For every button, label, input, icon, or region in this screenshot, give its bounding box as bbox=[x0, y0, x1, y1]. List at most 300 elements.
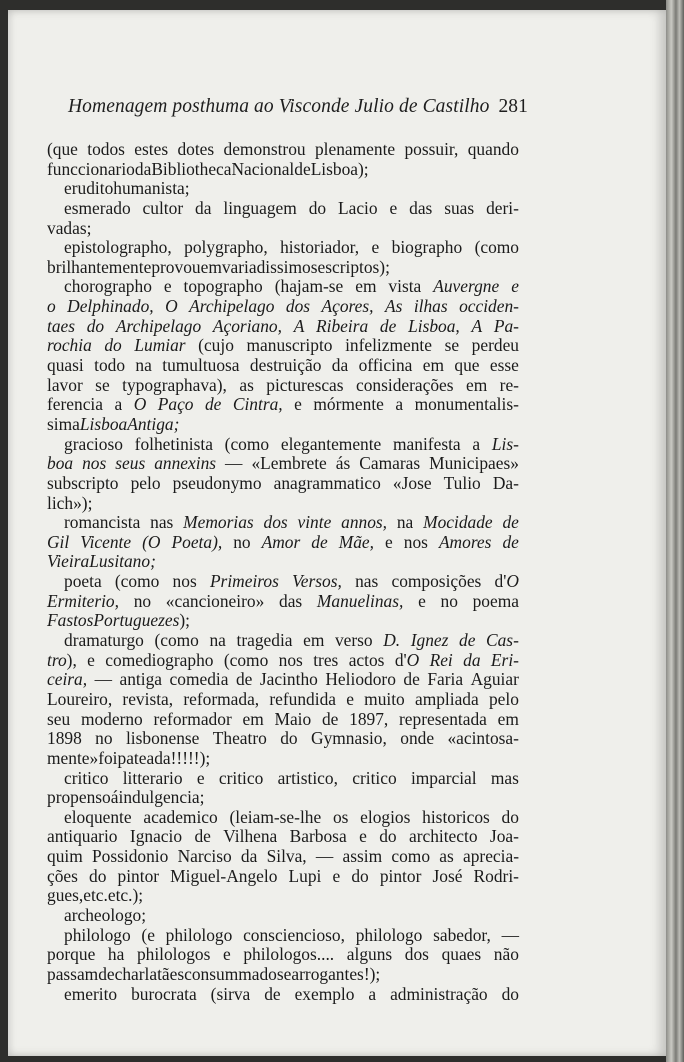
word: (e bbox=[141, 924, 155, 945]
word: etc.); bbox=[107, 885, 144, 906]
word: rochia bbox=[47, 335, 92, 356]
text-line bbox=[47, 945, 519, 965]
word: (cujo bbox=[198, 335, 234, 356]
word: emerito bbox=[64, 983, 118, 1004]
text-line bbox=[47, 219, 519, 239]
word: de bbox=[379, 315, 397, 336]
word: e bbox=[163, 276, 172, 297]
word: ções bbox=[47, 865, 78, 886]
word: charlatães bbox=[114, 963, 185, 984]
word: moderno bbox=[80, 708, 143, 729]
word: actos bbox=[348, 649, 385, 670]
word: quando bbox=[467, 139, 519, 159]
word: da bbox=[134, 158, 152, 179]
body-text bbox=[47, 140, 519, 1004]
word: e bbox=[294, 394, 302, 415]
word: e bbox=[196, 767, 205, 788]
word: philologo bbox=[355, 924, 423, 945]
text-line bbox=[47, 827, 519, 847]
word: anagrammatico bbox=[273, 472, 381, 493]
word: 1897, bbox=[349, 708, 389, 729]
text-line bbox=[47, 808, 519, 828]
word: comediographo bbox=[105, 649, 214, 670]
word: ilhas bbox=[413, 296, 448, 317]
word: A bbox=[471, 315, 483, 336]
word: mente» bbox=[47, 747, 99, 768]
word: á bbox=[110, 787, 119, 808]
word: Lisboa); bbox=[310, 158, 369, 179]
word: (leiam-se-lhe bbox=[229, 806, 322, 827]
word: Amor bbox=[261, 531, 301, 552]
word: pintor bbox=[117, 865, 160, 886]
text-line bbox=[47, 651, 519, 671]
page-number: 281 bbox=[498, 96, 528, 117]
word: foi bbox=[98, 747, 118, 768]
word: na bbox=[209, 630, 226, 651]
page-edge bbox=[666, 0, 684, 1062]
word: architecto bbox=[408, 826, 478, 847]
word: Lisboa bbox=[79, 413, 128, 434]
word: Possidonio bbox=[91, 846, 169, 867]
word: ha bbox=[107, 944, 125, 965]
word: representada bbox=[399, 708, 487, 729]
word: do bbox=[501, 806, 519, 827]
word: ceira, bbox=[47, 669, 88, 690]
word: de bbox=[311, 531, 328, 552]
word: «acintosa- bbox=[447, 728, 519, 749]
word: «cancioneiro» bbox=[165, 590, 265, 611]
word: gracioso bbox=[64, 433, 123, 454]
word: consciencioso, bbox=[243, 924, 345, 945]
word: boa bbox=[47, 453, 74, 474]
word: Ignez bbox=[410, 630, 449, 651]
word: litterario bbox=[122, 767, 183, 788]
word: poema bbox=[472, 590, 519, 611]
text-line bbox=[47, 395, 519, 415]
word: sabedor, bbox=[433, 924, 491, 945]
text-line bbox=[47, 886, 519, 906]
word: gues, bbox=[47, 885, 84, 906]
word: de bbox=[98, 963, 115, 984]
word: dos bbox=[285, 296, 311, 317]
word: Archipelago bbox=[189, 296, 275, 317]
word: a bbox=[114, 394, 123, 415]
text-line bbox=[47, 906, 519, 926]
word: em bbox=[242, 708, 264, 729]
word: elogios bbox=[360, 806, 411, 827]
word: vista bbox=[388, 276, 422, 297]
word: provou bbox=[151, 256, 201, 277]
word: Versos, bbox=[292, 571, 342, 592]
word: romancista bbox=[64, 512, 141, 533]
word: pseudonymo bbox=[172, 472, 262, 493]
text-line bbox=[47, 985, 519, 1005]
word: no bbox=[133, 590, 152, 611]
word: de bbox=[204, 394, 222, 415]
word: e bbox=[87, 649, 95, 670]
word: aprecia- bbox=[463, 846, 519, 867]
word: tres bbox=[313, 649, 339, 670]
word: dotes bbox=[177, 139, 215, 159]
word: e bbox=[359, 826, 367, 847]
running-header-title: Homenagem posthuma ao Visconde Julio de Castilho bbox=[68, 96, 490, 117]
word: annexins bbox=[154, 453, 217, 474]
word: manuscripto bbox=[246, 335, 333, 356]
word: seu bbox=[47, 708, 71, 729]
word: «Jose bbox=[392, 472, 432, 493]
word: alguns bbox=[346, 944, 393, 965]
word: refundida bbox=[269, 688, 336, 709]
word: dos bbox=[263, 512, 288, 533]
word: plenamente bbox=[314, 139, 396, 159]
word: Aguiar bbox=[470, 669, 519, 690]
word: e bbox=[371, 237, 380, 258]
word: no bbox=[440, 590, 458, 611]
word: — bbox=[94, 669, 112, 690]
word: (como bbox=[154, 630, 199, 651]
word: pelo bbox=[130, 472, 161, 493]
text-line bbox=[47, 415, 519, 435]
word: O bbox=[165, 296, 178, 317]
word: d'O bbox=[494, 571, 519, 592]
word: Ermiterio, bbox=[47, 590, 119, 611]
word: do bbox=[308, 197, 327, 218]
word: etc. bbox=[83, 885, 108, 906]
word: archeologo; bbox=[64, 904, 147, 925]
word: cultor bbox=[142, 197, 184, 218]
word: em bbox=[303, 630, 325, 651]
word: nos bbox=[172, 571, 197, 592]
text-line bbox=[47, 199, 519, 219]
text-line bbox=[47, 513, 519, 533]
word: as bbox=[239, 374, 254, 395]
word: infelizmente bbox=[345, 335, 432, 356]
word: d'O bbox=[394, 649, 420, 670]
text-line bbox=[47, 729, 519, 749]
word: composições bbox=[391, 571, 482, 592]
word: Fastos bbox=[47, 610, 94, 631]
text-line bbox=[47, 356, 519, 376]
word: pateada!!!!!); bbox=[117, 747, 211, 768]
text-line bbox=[47, 847, 519, 867]
word: Ribeira bbox=[316, 315, 369, 336]
word: academico bbox=[143, 806, 218, 827]
text-line bbox=[47, 494, 519, 514]
word: O bbox=[133, 394, 147, 415]
word: Memorias bbox=[183, 512, 254, 533]
word: considerações bbox=[355, 374, 454, 395]
word: «Lembrete bbox=[251, 453, 327, 474]
word: dos bbox=[404, 944, 429, 965]
word: e bbox=[332, 865, 341, 886]
word: no bbox=[233, 531, 251, 552]
word: critico bbox=[218, 767, 264, 788]
word: em bbox=[497, 708, 519, 729]
word: na bbox=[396, 512, 414, 533]
word: que bbox=[454, 355, 480, 376]
word: As bbox=[384, 296, 403, 317]
word: de bbox=[235, 669, 253, 690]
word: (como bbox=[114, 571, 160, 592]
word: mas bbox=[490, 767, 519, 788]
word: Bibliotheca bbox=[151, 158, 232, 179]
word: A bbox=[293, 315, 305, 336]
word: Vilhena bbox=[223, 826, 278, 847]
word: (como bbox=[224, 433, 270, 454]
word: do bbox=[351, 865, 369, 886]
word: Lacio bbox=[337, 197, 378, 218]
word: Archipelago bbox=[115, 315, 202, 336]
word: vinte bbox=[297, 512, 332, 533]
word: Rei bbox=[429, 649, 453, 670]
word: nos bbox=[278, 649, 303, 670]
word: taes bbox=[47, 315, 76, 336]
word: antiquario bbox=[47, 826, 118, 847]
text-line bbox=[47, 297, 519, 317]
word: em bbox=[465, 374, 488, 395]
word: indulgencia; bbox=[118, 787, 205, 808]
word: seus bbox=[115, 453, 146, 474]
word: Poeta), bbox=[171, 531, 223, 552]
word: Portuguezes); bbox=[93, 610, 190, 631]
word: tro), bbox=[47, 649, 77, 670]
word: Mãe, bbox=[338, 531, 374, 552]
word: Açores, bbox=[321, 296, 374, 317]
word: nos bbox=[82, 453, 107, 474]
word: Tulio bbox=[443, 472, 481, 493]
word: Faria bbox=[427, 669, 464, 690]
word: da bbox=[195, 197, 212, 218]
word: — bbox=[501, 924, 519, 945]
text-line bbox=[47, 533, 519, 553]
word: lavor bbox=[47, 374, 83, 395]
word: consummados bbox=[184, 963, 284, 984]
word: Primeiros bbox=[209, 571, 279, 592]
word: muito bbox=[364, 688, 405, 709]
word: Loureiro, bbox=[47, 688, 113, 709]
word: epistolographo, bbox=[64, 237, 172, 258]
word: e bbox=[385, 531, 393, 552]
word: humanista; bbox=[113, 178, 190, 199]
word: da bbox=[331, 355, 349, 376]
word: em bbox=[422, 355, 444, 376]
word: propenso bbox=[47, 787, 111, 808]
word: nas bbox=[355, 571, 379, 592]
word: revista, bbox=[122, 688, 174, 709]
word: imparcial bbox=[410, 767, 477, 788]
word: Antiga; bbox=[127, 413, 180, 434]
word: José bbox=[432, 865, 463, 886]
word: deri- bbox=[486, 197, 519, 218]
word: passam bbox=[47, 963, 99, 984]
word: exemplo bbox=[294, 983, 355, 1004]
word: (que bbox=[47, 139, 78, 159]
word: Pa- bbox=[493, 315, 519, 336]
word: se bbox=[95, 374, 110, 395]
word: (sirva bbox=[210, 983, 251, 1004]
word: se bbox=[444, 335, 460, 356]
word: a bbox=[472, 433, 481, 454]
word: Heliodoro bbox=[325, 669, 396, 690]
text-line bbox=[47, 376, 519, 396]
word: do bbox=[89, 865, 107, 886]
word: e bbox=[389, 197, 398, 218]
word: typographava), bbox=[122, 374, 227, 395]
word: Mocidade bbox=[423, 512, 493, 533]
word: poeta bbox=[64, 571, 102, 592]
word: (como bbox=[223, 649, 269, 670]
word: Jacintho bbox=[259, 669, 318, 690]
word: philologos.... bbox=[243, 944, 335, 965]
text-line bbox=[47, 317, 519, 337]
word: variadissimos bbox=[221, 256, 318, 277]
text-line bbox=[47, 160, 519, 180]
word: quasi bbox=[47, 355, 84, 376]
word: administração bbox=[390, 983, 488, 1004]
word: esmerado bbox=[64, 197, 131, 218]
word: Auvergne bbox=[433, 276, 500, 297]
word: Rodri- bbox=[473, 865, 519, 886]
word: Narciso bbox=[177, 846, 232, 867]
word: todo bbox=[94, 355, 126, 376]
word: das bbox=[279, 590, 303, 611]
word: do bbox=[379, 826, 397, 847]
word: Miguel-Angelo bbox=[170, 865, 278, 886]
word: Gymnasio, bbox=[311, 728, 387, 749]
word: sima bbox=[47, 413, 80, 434]
word: Açoriano, bbox=[212, 315, 282, 336]
text-line bbox=[47, 769, 519, 789]
word: de bbox=[194, 826, 211, 847]
word: philologo bbox=[64, 924, 131, 945]
word: o bbox=[47, 296, 56, 317]
word: do bbox=[104, 335, 122, 356]
word: de bbox=[321, 708, 339, 729]
word: eloquente bbox=[64, 806, 132, 827]
word: de bbox=[403, 669, 420, 690]
word: chorographo bbox=[64, 276, 152, 297]
word: e bbox=[283, 963, 292, 984]
text-line bbox=[47, 965, 519, 985]
word: Eri- bbox=[490, 649, 519, 670]
word: lisbonense bbox=[125, 728, 200, 749]
word: Lis- bbox=[491, 433, 519, 454]
word: Gil bbox=[47, 531, 70, 552]
word: — bbox=[225, 453, 243, 474]
word: vadas; bbox=[47, 217, 92, 238]
word: critico bbox=[64, 767, 109, 788]
word: — bbox=[315, 846, 334, 867]
word: Ignacio bbox=[129, 826, 183, 847]
word: Nacional bbox=[231, 158, 295, 179]
word: e bbox=[222, 944, 231, 965]
word: onde bbox=[400, 728, 435, 749]
word: lich»); bbox=[47, 492, 93, 513]
word: do bbox=[86, 315, 105, 336]
word: pelo bbox=[488, 688, 519, 709]
word: nas bbox=[150, 512, 174, 533]
word: Paço bbox=[157, 394, 194, 415]
word: Lupi bbox=[288, 865, 322, 886]
word: de bbox=[294, 158, 311, 179]
text-line bbox=[47, 749, 519, 769]
word: demonstrou bbox=[223, 139, 306, 159]
word: critico bbox=[352, 767, 397, 788]
text-line bbox=[47, 474, 519, 494]
text-line bbox=[47, 592, 519, 612]
word: e bbox=[346, 688, 354, 709]
word: occiden- bbox=[459, 296, 519, 317]
word: re- bbox=[499, 374, 519, 395]
word: no bbox=[95, 728, 113, 749]
word: quaes bbox=[441, 944, 482, 965]
word: do bbox=[501, 983, 519, 1004]
word: Maio bbox=[274, 708, 312, 729]
word: possuir, bbox=[404, 139, 459, 159]
word: dramaturgo bbox=[64, 630, 144, 651]
word: Silva, bbox=[266, 846, 307, 867]
word: polygrapho, bbox=[184, 237, 268, 258]
word: de bbox=[502, 531, 519, 552]
word: Camaras bbox=[359, 453, 421, 474]
word: linguagem bbox=[223, 197, 297, 218]
word: (hajam-se bbox=[274, 276, 344, 297]
text-line bbox=[47, 631, 519, 651]
text-line bbox=[47, 690, 519, 710]
word: Cintra, bbox=[232, 394, 283, 415]
word: ferencia bbox=[47, 394, 103, 415]
word: na bbox=[135, 355, 152, 376]
text-line bbox=[47, 140, 519, 160]
text-line bbox=[47, 611, 519, 631]
word: Da- bbox=[492, 472, 519, 493]
word: tragedia bbox=[236, 630, 293, 651]
word: Barbosa bbox=[289, 826, 347, 847]
word: elegantemente bbox=[280, 433, 382, 454]
word: pintor bbox=[379, 865, 422, 886]
word: 1898 bbox=[47, 728, 82, 749]
word: funccionario bbox=[47, 158, 135, 179]
word: Joa- bbox=[489, 826, 519, 847]
word: (O bbox=[142, 531, 161, 552]
word: suas bbox=[444, 197, 475, 218]
word: (como bbox=[474, 237, 519, 258]
word: e bbox=[418, 590, 426, 611]
word: reformada, bbox=[183, 688, 260, 709]
word: quim bbox=[47, 846, 83, 867]
word: monumentalis- bbox=[414, 394, 519, 415]
word: de bbox=[459, 630, 476, 651]
word: biographo bbox=[391, 237, 463, 258]
word: arrogantes!); bbox=[291, 963, 381, 984]
text-line bbox=[47, 926, 519, 946]
word: Lumiar bbox=[134, 335, 186, 356]
text-line bbox=[47, 867, 519, 887]
word: reformador bbox=[153, 708, 232, 729]
word: topographo bbox=[183, 276, 263, 297]
word: annos, bbox=[341, 512, 388, 533]
word: folhetinista bbox=[134, 433, 213, 454]
text-line bbox=[47, 258, 519, 278]
word: manifesta bbox=[393, 433, 461, 454]
word: de bbox=[264, 983, 281, 1004]
word: de bbox=[502, 512, 519, 533]
word: philologos bbox=[136, 944, 211, 965]
word: nos bbox=[403, 531, 428, 552]
text-line bbox=[47, 454, 519, 474]
text-line bbox=[47, 277, 519, 297]
text-line bbox=[47, 552, 519, 572]
